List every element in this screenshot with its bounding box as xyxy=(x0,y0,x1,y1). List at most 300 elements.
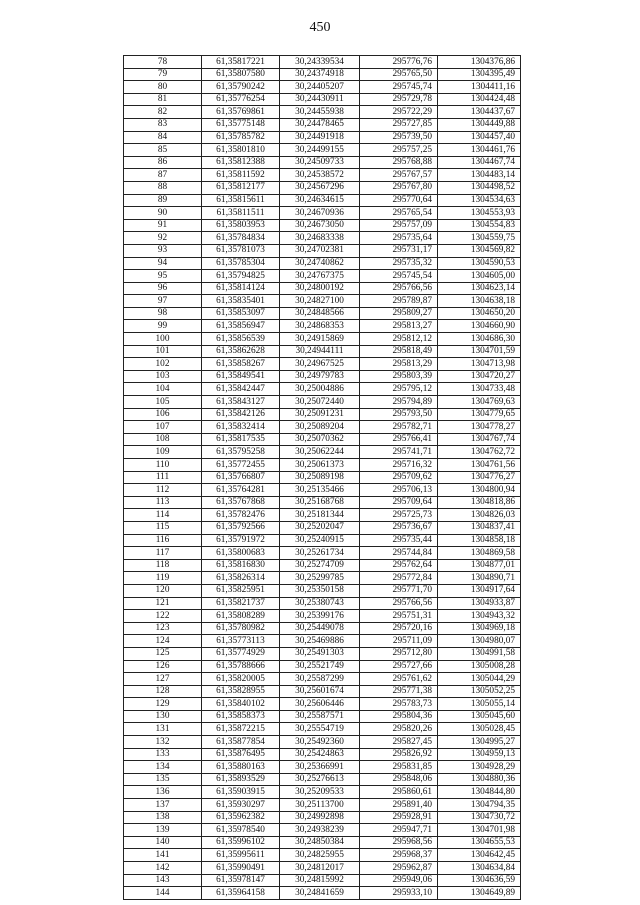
table-row xyxy=(124,81,521,94)
longitude-cell: 30,24868353 xyxy=(280,320,360,333)
longitude-cell: 30,25587299 xyxy=(280,673,360,686)
table-row xyxy=(124,610,521,623)
x-coordinate-cell: 295968,56 xyxy=(360,836,438,849)
longitude-cell: 30,24499155 xyxy=(280,144,360,157)
x-coordinate-cell: 295771,70 xyxy=(360,584,438,597)
latitude-cell: 61,35880163 xyxy=(202,761,280,774)
x-coordinate-cell: 295860,61 xyxy=(360,786,438,799)
point-number-cell: 83 xyxy=(124,118,202,131)
longitude-cell: 30,24938239 xyxy=(280,824,360,837)
point-number-cell: 103 xyxy=(124,370,202,383)
longitude-cell: 30,24800192 xyxy=(280,282,360,295)
x-coordinate-cell: 295768,88 xyxy=(360,156,438,169)
point-number-cell: 135 xyxy=(124,773,202,786)
table-row xyxy=(124,622,521,635)
table-row xyxy=(124,685,521,698)
latitude-cell: 61,35842447 xyxy=(202,383,280,396)
point-number-cell: 113 xyxy=(124,496,202,509)
table-row xyxy=(124,295,521,308)
table-row xyxy=(124,194,521,207)
table-row xyxy=(124,93,521,106)
x-coordinate-cell: 295720,16 xyxy=(360,622,438,635)
longitude-cell: 30,24634615 xyxy=(280,194,360,207)
table-row xyxy=(124,799,521,812)
point-number-cell: 104 xyxy=(124,383,202,396)
latitude-cell: 61,35772455 xyxy=(202,459,280,472)
x-coordinate-cell: 295933,10 xyxy=(360,887,438,900)
y-coordinate-cell: 1304880,36 xyxy=(438,773,521,786)
latitude-cell: 61,35877854 xyxy=(202,736,280,749)
y-coordinate-cell: 1304837,41 xyxy=(438,521,521,534)
point-number-cell: 109 xyxy=(124,446,202,459)
y-coordinate-cell: 1304457,40 xyxy=(438,131,521,144)
x-coordinate-cell: 295722,29 xyxy=(360,106,438,119)
x-coordinate-cell: 295818,49 xyxy=(360,345,438,358)
point-number-cell: 81 xyxy=(124,93,202,106)
longitude-cell: 30,25587571 xyxy=(280,710,360,723)
latitude-cell: 61,35800683 xyxy=(202,547,280,560)
longitude-cell: 30,24455938 xyxy=(280,106,360,119)
latitude-cell: 61,35764281 xyxy=(202,484,280,497)
latitude-cell: 61,35962382 xyxy=(202,811,280,824)
point-number-cell: 124 xyxy=(124,635,202,648)
longitude-cell: 30,24673050 xyxy=(280,219,360,232)
table-row xyxy=(124,56,521,69)
x-coordinate-cell: 295735,64 xyxy=(360,232,438,245)
x-coordinate-cell: 295725,73 xyxy=(360,509,438,522)
x-coordinate-cell: 295928,91 xyxy=(360,811,438,824)
latitude-cell: 61,35990491 xyxy=(202,862,280,875)
y-coordinate-cell: 1304411,16 xyxy=(438,81,521,94)
table-row xyxy=(124,534,521,547)
latitude-cell: 61,35964158 xyxy=(202,887,280,900)
table-row xyxy=(124,232,521,245)
table-row xyxy=(124,320,521,333)
table-row xyxy=(124,660,521,673)
x-coordinate-cell: 295826,92 xyxy=(360,748,438,761)
y-coordinate-cell: 1304636,59 xyxy=(438,874,521,887)
y-coordinate-cell: 1304483,14 xyxy=(438,169,521,182)
longitude-cell: 30,25168768 xyxy=(280,496,360,509)
y-coordinate-cell: 1304767,74 xyxy=(438,433,521,446)
x-coordinate-cell: 295765,54 xyxy=(360,207,438,220)
point-number-cell: 117 xyxy=(124,547,202,560)
y-coordinate-cell: 1304649,89 xyxy=(438,887,521,900)
longitude-cell: 30,25554719 xyxy=(280,723,360,736)
y-coordinate-cell: 1304980,07 xyxy=(438,635,521,648)
latitude-cell: 61,35820005 xyxy=(202,673,280,686)
latitude-cell: 61,35794825 xyxy=(202,270,280,283)
longitude-cell: 30,25070362 xyxy=(280,433,360,446)
x-coordinate-cell: 295761,62 xyxy=(360,673,438,686)
latitude-cell: 61,35767868 xyxy=(202,496,280,509)
point-number-cell: 88 xyxy=(124,181,202,194)
latitude-cell: 61,35826314 xyxy=(202,572,280,585)
table-row xyxy=(124,710,521,723)
point-number-cell: 139 xyxy=(124,824,202,837)
x-coordinate-cell: 295735,44 xyxy=(360,534,438,547)
y-coordinate-cell: 1304928,29 xyxy=(438,761,521,774)
y-coordinate-cell: 1304991,58 xyxy=(438,647,521,660)
y-coordinate-cell: 1304818,86 xyxy=(438,496,521,509)
longitude-cell: 30,25366991 xyxy=(280,761,360,774)
y-coordinate-cell: 1304553,93 xyxy=(438,207,521,220)
longitude-cell: 30,25601674 xyxy=(280,685,360,698)
x-coordinate-cell: 295765,50 xyxy=(360,68,438,81)
x-coordinate-cell: 295712,80 xyxy=(360,647,438,660)
longitude-cell: 30,25399176 xyxy=(280,610,360,623)
latitude-cell: 61,35795258 xyxy=(202,446,280,459)
latitude-cell: 61,35876495 xyxy=(202,748,280,761)
latitude-cell: 61,35815611 xyxy=(202,194,280,207)
point-number-cell: 84 xyxy=(124,131,202,144)
longitude-cell: 30,24491918 xyxy=(280,131,360,144)
y-coordinate-cell: 1304449,88 xyxy=(438,118,521,131)
latitude-cell: 61,35766807 xyxy=(202,471,280,484)
x-coordinate-cell: 295767,57 xyxy=(360,169,438,182)
table-row xyxy=(124,811,521,824)
point-number-cell: 138 xyxy=(124,811,202,824)
table-row xyxy=(124,471,521,484)
latitude-cell: 61,35774929 xyxy=(202,647,280,660)
table-row xyxy=(124,836,521,849)
point-number-cell: 126 xyxy=(124,660,202,673)
longitude-cell: 30,24815992 xyxy=(280,874,360,887)
y-coordinate-cell: 1304660,90 xyxy=(438,320,521,333)
point-number-cell: 141 xyxy=(124,849,202,862)
longitude-cell: 30,24967525 xyxy=(280,358,360,371)
x-coordinate-cell: 295706,13 xyxy=(360,484,438,497)
table-row xyxy=(124,824,521,837)
y-coordinate-cell: 1304534,63 xyxy=(438,194,521,207)
y-coordinate-cell: 1305052,25 xyxy=(438,685,521,698)
y-coordinate-cell: 1304844,80 xyxy=(438,786,521,799)
point-number-cell: 97 xyxy=(124,295,202,308)
longitude-cell: 30,25350158 xyxy=(280,584,360,597)
y-coordinate-cell: 1304655,53 xyxy=(438,836,521,849)
latitude-cell: 61,35843127 xyxy=(202,396,280,409)
point-number-cell: 120 xyxy=(124,584,202,597)
x-coordinate-cell: 295745,74 xyxy=(360,81,438,94)
longitude-cell: 30,25089204 xyxy=(280,421,360,434)
table-row xyxy=(124,282,521,295)
x-coordinate-cell: 295782,71 xyxy=(360,421,438,434)
y-coordinate-cell: 1305045,60 xyxy=(438,710,521,723)
y-coordinate-cell: 1304762,72 xyxy=(438,446,521,459)
point-number-cell: 90 xyxy=(124,207,202,220)
point-number-cell: 125 xyxy=(124,647,202,660)
y-coordinate-cell: 1304877,01 xyxy=(438,559,521,572)
longitude-cell: 30,25380743 xyxy=(280,597,360,610)
x-coordinate-cell: 295757,25 xyxy=(360,144,438,157)
y-coordinate-cell: 1304995,27 xyxy=(438,736,521,749)
longitude-cell: 30,25276613 xyxy=(280,773,360,786)
longitude-cell: 30,24841659 xyxy=(280,887,360,900)
point-number-cell: 91 xyxy=(124,219,202,232)
latitude-cell: 61,35775148 xyxy=(202,118,280,131)
longitude-cell: 30,24405207 xyxy=(280,81,360,94)
point-number-cell: 93 xyxy=(124,244,202,257)
point-number-cell: 142 xyxy=(124,862,202,875)
x-coordinate-cell: 295793,50 xyxy=(360,408,438,421)
y-coordinate-cell: 1304554,83 xyxy=(438,219,521,232)
y-coordinate-cell: 1304779,65 xyxy=(438,408,521,421)
point-number-cell: 86 xyxy=(124,156,202,169)
x-coordinate-cell: 295803,39 xyxy=(360,370,438,383)
y-coordinate-cell: 1305044,29 xyxy=(438,673,521,686)
longitude-cell: 30,25072440 xyxy=(280,396,360,409)
table-row xyxy=(124,862,521,875)
longitude-cell: 30,25274709 xyxy=(280,559,360,572)
latitude-cell: 61,35812177 xyxy=(202,181,280,194)
latitude-cell: 61,35808289 xyxy=(202,610,280,623)
y-coordinate-cell: 1304778,27 xyxy=(438,421,521,434)
point-number-cell: 127 xyxy=(124,673,202,686)
longitude-cell: 30,25261734 xyxy=(280,547,360,560)
point-number-cell: 102 xyxy=(124,358,202,371)
longitude-cell: 30,24979783 xyxy=(280,370,360,383)
point-number-cell: 89 xyxy=(124,194,202,207)
table-row xyxy=(124,521,521,534)
longitude-cell: 30,24850384 xyxy=(280,836,360,849)
longitude-cell: 30,24944111 xyxy=(280,345,360,358)
longitude-cell: 30,24509733 xyxy=(280,156,360,169)
table-row xyxy=(124,345,521,358)
longitude-cell: 30,25240915 xyxy=(280,534,360,547)
x-coordinate-cell: 295736,67 xyxy=(360,521,438,534)
table-row xyxy=(124,270,521,283)
longitude-cell: 30,24767375 xyxy=(280,270,360,283)
longitude-cell: 30,24825955 xyxy=(280,849,360,862)
table-row xyxy=(124,244,521,257)
longitude-cell: 30,24827100 xyxy=(280,295,360,308)
x-coordinate-cell: 295783,73 xyxy=(360,698,438,711)
point-number-cell: 132 xyxy=(124,736,202,749)
table-row xyxy=(124,761,521,774)
y-coordinate-cell: 1304642,45 xyxy=(438,849,521,862)
x-coordinate-cell: 295947,71 xyxy=(360,824,438,837)
y-coordinate-cell: 1304794,35 xyxy=(438,799,521,812)
y-coordinate-cell: 1305055,14 xyxy=(438,698,521,711)
x-coordinate-cell: 295711,09 xyxy=(360,635,438,648)
y-coordinate-cell: 1304769,63 xyxy=(438,396,521,409)
longitude-cell: 30,24683338 xyxy=(280,232,360,245)
y-coordinate-cell: 1304890,71 xyxy=(438,572,521,585)
table-row xyxy=(124,597,521,610)
point-number-cell: 118 xyxy=(124,559,202,572)
latitude-cell: 61,35811592 xyxy=(202,169,280,182)
latitude-cell: 61,35784834 xyxy=(202,232,280,245)
y-coordinate-cell: 1304720,27 xyxy=(438,370,521,383)
longitude-cell: 30,24567296 xyxy=(280,181,360,194)
longitude-cell: 30,24538572 xyxy=(280,169,360,182)
longitude-cell: 30,25209533 xyxy=(280,786,360,799)
x-coordinate-cell: 295776,76 xyxy=(360,56,438,69)
longitude-cell: 30,25299785 xyxy=(280,572,360,585)
point-number-cell: 119 xyxy=(124,572,202,585)
table-row xyxy=(124,131,521,144)
table-row xyxy=(124,257,521,270)
longitude-cell: 30,25424863 xyxy=(280,748,360,761)
y-coordinate-cell: 1304776,27 xyxy=(438,471,521,484)
x-coordinate-cell: 295813,29 xyxy=(360,358,438,371)
latitude-cell: 61,35782476 xyxy=(202,509,280,522)
y-coordinate-cell: 1304424,48 xyxy=(438,93,521,106)
table-row xyxy=(124,459,521,472)
y-coordinate-cell: 1304933,87 xyxy=(438,597,521,610)
point-number-cell: 144 xyxy=(124,887,202,900)
x-coordinate-cell: 295709,64 xyxy=(360,496,438,509)
x-coordinate-cell: 295813,27 xyxy=(360,320,438,333)
x-coordinate-cell: 295848,06 xyxy=(360,773,438,786)
table-row xyxy=(124,156,521,169)
latitude-cell: 61,35995611 xyxy=(202,849,280,862)
y-coordinate-cell: 1304761,56 xyxy=(438,459,521,472)
y-coordinate-cell: 1304569,82 xyxy=(438,244,521,257)
point-number-cell: 143 xyxy=(124,874,202,887)
point-number-cell: 108 xyxy=(124,433,202,446)
latitude-cell: 61,35801810 xyxy=(202,144,280,157)
x-coordinate-cell: 295968,37 xyxy=(360,849,438,862)
y-coordinate-cell: 1305028,45 xyxy=(438,723,521,736)
x-coordinate-cell: 295794,89 xyxy=(360,396,438,409)
point-number-cell: 114 xyxy=(124,509,202,522)
point-number-cell: 112 xyxy=(124,484,202,497)
table-row xyxy=(124,673,521,686)
y-coordinate-cell: 1304943,32 xyxy=(438,610,521,623)
latitude-cell: 61,35792566 xyxy=(202,521,280,534)
x-coordinate-cell: 295729,78 xyxy=(360,93,438,106)
table-row xyxy=(124,307,521,320)
point-number-cell: 111 xyxy=(124,471,202,484)
y-coordinate-cell: 1304634,84 xyxy=(438,862,521,875)
point-number-cell: 92 xyxy=(124,232,202,245)
table-row xyxy=(124,68,521,81)
table-row xyxy=(124,773,521,786)
latitude-cell: 61,35903915 xyxy=(202,786,280,799)
x-coordinate-cell: 295739,50 xyxy=(360,131,438,144)
longitude-cell: 30,24430911 xyxy=(280,93,360,106)
x-coordinate-cell: 295795,12 xyxy=(360,383,438,396)
table-row xyxy=(124,181,521,194)
latitude-cell: 61,35858373 xyxy=(202,710,280,723)
x-coordinate-cell: 295744,84 xyxy=(360,547,438,560)
latitude-cell: 61,35788666 xyxy=(202,660,280,673)
y-coordinate-cell: 1304917,64 xyxy=(438,584,521,597)
latitude-cell: 61,35856947 xyxy=(202,320,280,333)
latitude-cell: 61,35803953 xyxy=(202,219,280,232)
latitude-cell: 61,35780982 xyxy=(202,622,280,635)
point-number-cell: 140 xyxy=(124,836,202,849)
y-coordinate-cell: 1304800,94 xyxy=(438,484,521,497)
table-row xyxy=(124,887,521,900)
point-number-cell: 100 xyxy=(124,333,202,346)
latitude-cell: 61,35840102 xyxy=(202,698,280,711)
y-coordinate-cell: 1304701,59 xyxy=(438,345,521,358)
latitude-cell: 61,35812388 xyxy=(202,156,280,169)
table-row xyxy=(124,647,521,660)
latitude-cell: 61,35785782 xyxy=(202,131,280,144)
point-number-cell: 105 xyxy=(124,396,202,409)
latitude-cell: 61,35785304 xyxy=(202,257,280,270)
table-row xyxy=(124,433,521,446)
table-row xyxy=(124,723,521,736)
longitude-cell: 30,24374918 xyxy=(280,68,360,81)
table-row xyxy=(124,584,521,597)
x-coordinate-cell: 295770,64 xyxy=(360,194,438,207)
point-number-cell: 128 xyxy=(124,685,202,698)
latitude-cell: 61,35858267 xyxy=(202,358,280,371)
latitude-cell: 61,35835401 xyxy=(202,295,280,308)
latitude-cell: 61,35776254 xyxy=(202,93,280,106)
x-coordinate-cell: 295767,80 xyxy=(360,181,438,194)
latitude-cell: 61,35872215 xyxy=(202,723,280,736)
x-coordinate-cell: 295735,32 xyxy=(360,257,438,270)
x-coordinate-cell: 295962,87 xyxy=(360,862,438,875)
table-row xyxy=(124,118,521,131)
longitude-cell: 30,24915869 xyxy=(280,333,360,346)
point-number-cell: 79 xyxy=(124,68,202,81)
x-coordinate-cell: 295949,06 xyxy=(360,874,438,887)
x-coordinate-cell: 295762,64 xyxy=(360,559,438,572)
latitude-cell: 61,35930297 xyxy=(202,799,280,812)
longitude-cell: 30,24812017 xyxy=(280,862,360,875)
longitude-cell: 30,24670936 xyxy=(280,207,360,220)
latitude-cell: 61,35811511 xyxy=(202,207,280,220)
y-coordinate-cell: 1304969,18 xyxy=(438,622,521,635)
x-coordinate-cell: 295809,27 xyxy=(360,307,438,320)
y-coordinate-cell: 1304638,18 xyxy=(438,295,521,308)
longitude-cell: 30,25091231 xyxy=(280,408,360,421)
longitude-cell: 30,24848566 xyxy=(280,307,360,320)
y-coordinate-cell: 1304959,13 xyxy=(438,748,521,761)
latitude-cell: 61,35807580 xyxy=(202,68,280,81)
table-row xyxy=(124,547,521,560)
point-number-cell: 116 xyxy=(124,534,202,547)
point-number-cell: 110 xyxy=(124,459,202,472)
point-number-cell: 82 xyxy=(124,106,202,119)
table-row xyxy=(124,496,521,509)
point-number-cell: 131 xyxy=(124,723,202,736)
longitude-cell: 30,25606446 xyxy=(280,698,360,711)
longitude-cell: 30,25113700 xyxy=(280,799,360,812)
y-coordinate-cell: 1304395,49 xyxy=(438,68,521,81)
table-row xyxy=(124,849,521,862)
latitude-cell: 61,35781073 xyxy=(202,244,280,257)
longitude-cell: 30,25004886 xyxy=(280,383,360,396)
y-coordinate-cell: 1304590,53 xyxy=(438,257,521,270)
latitude-cell: 61,35862628 xyxy=(202,345,280,358)
table-row xyxy=(124,383,521,396)
table-row xyxy=(124,144,521,157)
coordinates-table-body xyxy=(124,56,521,900)
latitude-cell: 61,35853097 xyxy=(202,307,280,320)
latitude-cell: 61,35978147 xyxy=(202,874,280,887)
longitude-cell: 30,25061373 xyxy=(280,459,360,472)
latitude-cell: 61,35814124 xyxy=(202,282,280,295)
point-number-cell: 85 xyxy=(124,144,202,157)
y-coordinate-cell: 1304701,98 xyxy=(438,824,521,837)
longitude-cell: 30,25135466 xyxy=(280,484,360,497)
point-number-cell: 133 xyxy=(124,748,202,761)
longitude-cell: 30,25449078 xyxy=(280,622,360,635)
y-coordinate-cell: 1304826,03 xyxy=(438,509,521,522)
table-row xyxy=(124,736,521,749)
x-coordinate-cell: 295716,32 xyxy=(360,459,438,472)
x-coordinate-cell: 295772,84 xyxy=(360,572,438,585)
latitude-cell: 61,35825951 xyxy=(202,584,280,597)
longitude-cell: 30,25469886 xyxy=(280,635,360,648)
